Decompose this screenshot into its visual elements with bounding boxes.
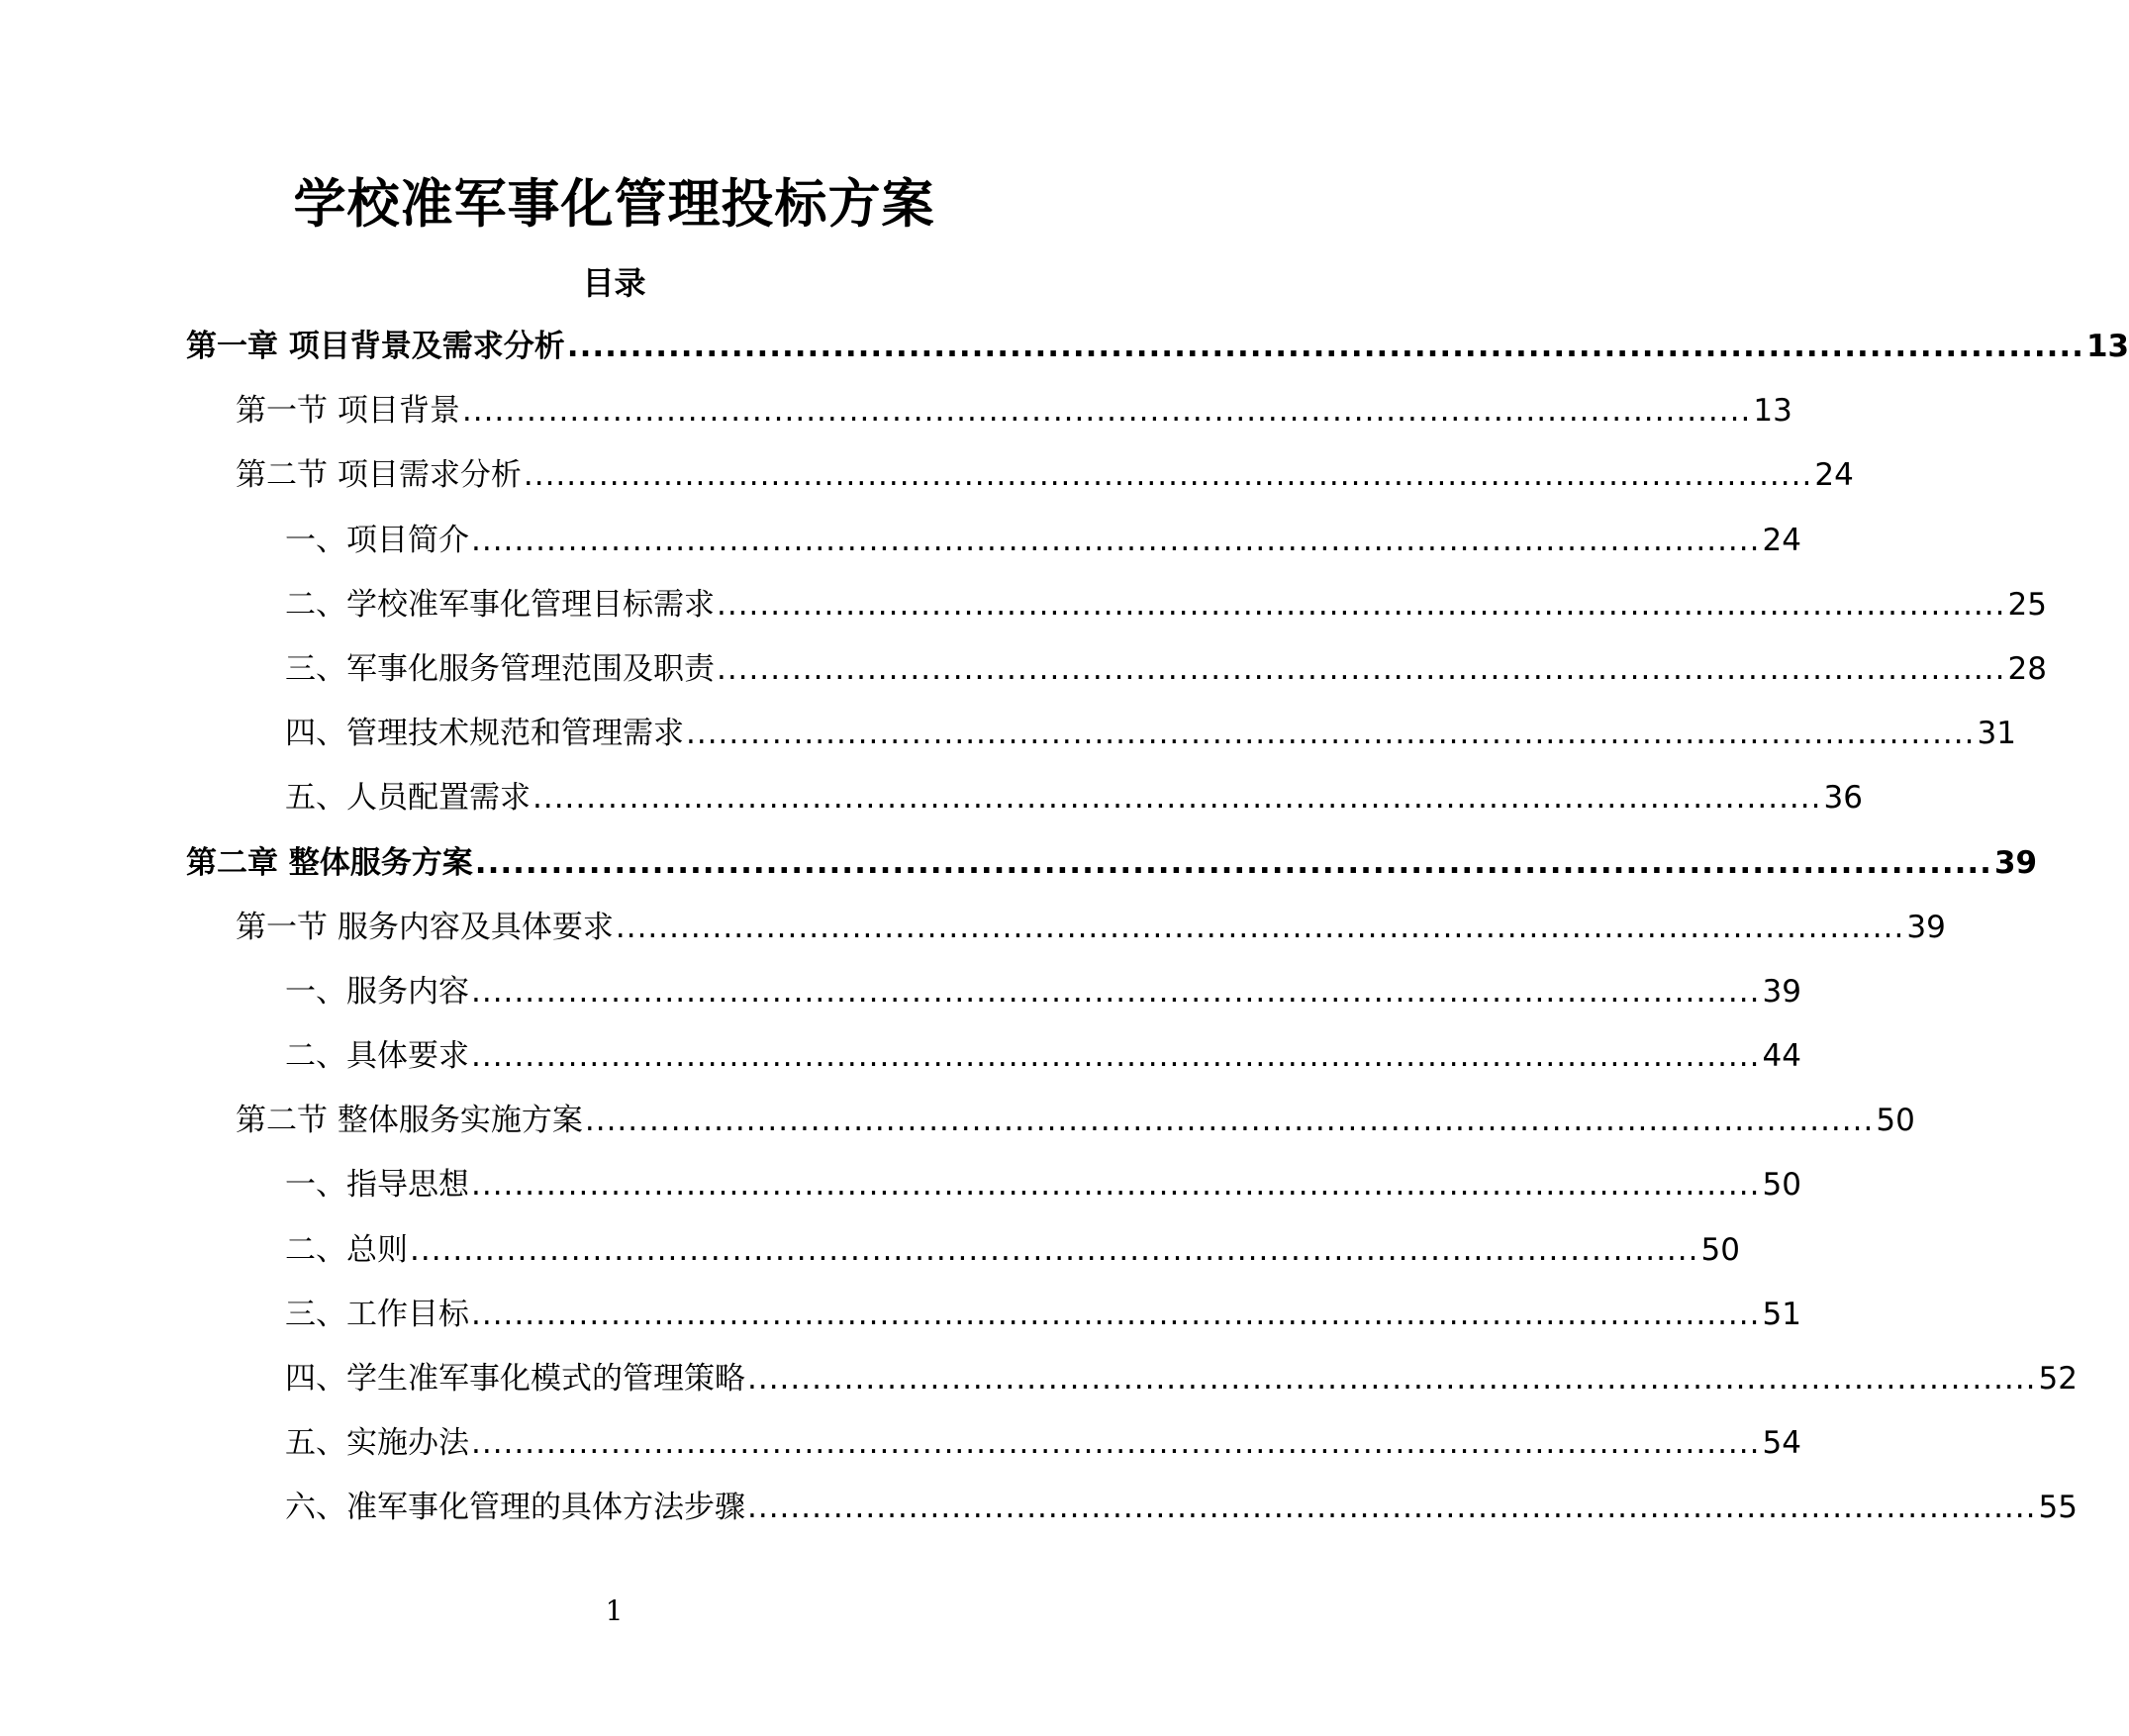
- toc-entry[interactable]: [186, 453, 1854, 518]
- toc-dot-leader: ........................................................................................................................: [686, 716, 1976, 752]
- toc-entry-page: 24: [1762, 522, 1801, 558]
- toc-entry-page: 50: [1876, 1103, 1915, 1139]
- toc-entry-label: 第二章 整体服务方案: [186, 844, 473, 881]
- toc-entry-page: 36: [1823, 780, 1863, 817]
- toc-dot-leader: ........................................................................................................................: [747, 1361, 2037, 1397]
- toc-dot-leader: ........................................................................................................................: [523, 457, 1813, 494]
- toc-dot-leader: ........................................................................................................................: [471, 973, 1761, 1010]
- toc-entry-label: 二、学校准军事化管理目标需求: [285, 586, 715, 623]
- toc-entry-label: 一、项目简介: [285, 522, 469, 558]
- toc-entry-label: 第一章 项目背景及需求分析: [186, 329, 565, 364]
- toc-entry[interactable]: [186, 841, 2038, 906]
- toc-entry-page: 28: [2007, 650, 2047, 687]
- toc-entry-label: 三、工作目标: [285, 1296, 469, 1332]
- toc-heading: 目录: [582, 264, 646, 302]
- toc-entry-page: 13: [1753, 393, 1792, 430]
- toc-entry-label: 第二节 项目需求分析: [236, 457, 522, 494]
- toc-dot-leader: ........................................................................................................................: [461, 393, 1752, 430]
- toc-entry-label: 一、服务内容: [285, 973, 469, 1010]
- toc-entry-label: 六、准军事化管理的具体方法步骤: [285, 1490, 745, 1526]
- toc-entry[interactable]: [186, 906, 1946, 970]
- toc-dot-leader: ........................................................................................................................: [471, 1425, 1761, 1462]
- document-title: 学校准军事化管理投标方案: [293, 174, 935, 235]
- toc-entry-label: 五、实施办法: [285, 1425, 469, 1462]
- table-of-contents: [186, 325, 2129, 1551]
- toc-entry-label: 二、具体要求: [285, 1038, 469, 1075]
- toc-entry-label: 三、军事化服务管理范围及职责: [285, 650, 715, 687]
- toc-dot-leader: ........................................................................................................................: [474, 844, 1992, 881]
- toc-entry-page: 39: [1993, 844, 2038, 881]
- toc-entry[interactable]: [186, 325, 2129, 389]
- toc-dot-leader: ........................................................................................................................: [471, 1038, 1761, 1075]
- toc-entry[interactable]: [186, 519, 1801, 583]
- toc-entry-page: 39: [1906, 909, 1946, 945]
- toc-entry[interactable]: [186, 583, 2047, 647]
- toc-entry[interactable]: [186, 1357, 2078, 1421]
- toc-dot-leader: ........................................................................................................................: [566, 329, 2084, 364]
- page-number: 1: [605, 1594, 624, 1627]
- toc-entry-page: 50: [1700, 1231, 1740, 1268]
- toc-entry-page: 39: [1762, 973, 1801, 1010]
- toc-entry[interactable]: [186, 1293, 1801, 1357]
- toc-dot-leader: ........................................................................................................................: [471, 522, 1761, 558]
- toc-entry-page: 54: [1762, 1425, 1801, 1462]
- toc-entry[interactable]: [186, 647, 2047, 712]
- toc-entry-page: 24: [1814, 457, 1854, 494]
- toc-entry-page: 50: [1762, 1167, 1801, 1204]
- toc-dot-leader: ........................................................................................................................: [717, 650, 2006, 687]
- toc-entry-page: 13: [2085, 329, 2129, 364]
- toc-entry[interactable]: [186, 1099, 1915, 1163]
- toc-entry[interactable]: [186, 389, 1792, 453]
- toc-entry-label: 四、管理技术规范和管理需求: [285, 716, 684, 752]
- toc-entry-label: 第二节 整体服务实施方案: [236, 1103, 583, 1139]
- toc-entry-label: 五、人员配置需求: [285, 780, 531, 817]
- toc-dot-leader: ........................................................................................................................: [717, 586, 2006, 623]
- toc-entry-label: 一、指导思想: [285, 1167, 469, 1204]
- toc-dot-leader: ........................................................................................................................: [615, 909, 1905, 945]
- toc-dot-leader: ........................................................................................................................: [471, 1296, 1761, 1332]
- toc-dot-leader: ........................................................................................................................: [584, 1103, 1875, 1139]
- toc-entry-label: 四、学生准军事化模式的管理策略: [285, 1361, 745, 1397]
- toc-entry[interactable]: [186, 1421, 1801, 1486]
- toc-entry-page: 55: [2038, 1490, 2078, 1526]
- toc-entry[interactable]: [186, 970, 1801, 1034]
- toc-dot-leader: ........................................................................................................................: [410, 1231, 1699, 1268]
- toc-entry[interactable]: [186, 1228, 1740, 1293]
- toc-dot-leader: ........................................................................................................................: [471, 1167, 1761, 1204]
- toc-entry-page: 52: [2038, 1361, 2078, 1397]
- toc-entry[interactable]: [186, 1163, 1801, 1227]
- toc-entry[interactable]: [186, 776, 1863, 840]
- toc-entry-label: 二、总则: [285, 1231, 408, 1268]
- toc-dot-leader: ........................................................................................................................: [532, 780, 1822, 817]
- toc-entry-label: 第一节 服务内容及具体要求: [236, 909, 614, 945]
- toc-entry[interactable]: [186, 1486, 2078, 1550]
- toc-entry-page: 51: [1762, 1296, 1801, 1332]
- toc-dot-leader: ........................................................................................................................: [747, 1490, 2037, 1526]
- toc-entry[interactable]: [186, 1034, 1801, 1099]
- toc-entry-label: 第一节 项目背景: [236, 393, 460, 430]
- toc-entry-page: 25: [2007, 586, 2047, 623]
- toc-entry-page: 44: [1762, 1038, 1801, 1075]
- toc-entry-page: 31: [1977, 716, 2016, 752]
- toc-entry[interactable]: [186, 712, 2016, 776]
